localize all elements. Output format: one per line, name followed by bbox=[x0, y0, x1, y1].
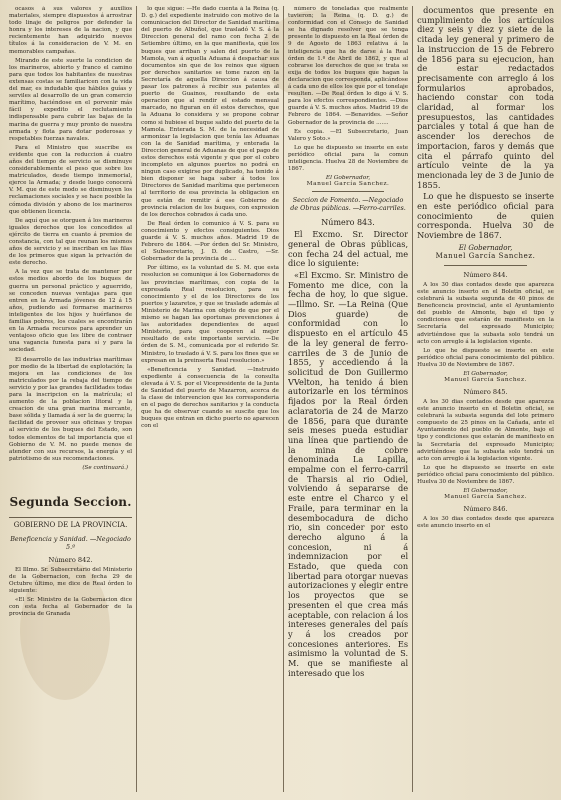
col1-paragraphs-2 bbox=[9, 567, 132, 619]
government-heading: GOBIERNO DE LA PROVINCIA. bbox=[9, 517, 132, 529]
column-3 bbox=[288, 6, 408, 800]
columns bbox=[9, 6, 554, 800]
paragraph: El Illmo. Sr. Subsecretario del Ministerio de la Gobernacion, con fecha 29 de Octubre último, me dice de Real órden lo siguiente: bbox=[9, 566, 133, 595]
notice-number: Número 842. bbox=[48, 555, 93, 564]
paragraph: «Beneficencia y Sanidad. —Instruido expediente á consecuencia de la consulta elevada á V. S. por el Vicepresidente de la Junta de Sanidad del puerto de Mazarron, acerca de la clase de intervencion que les corresponderia en el pago de derechos sanitarios y la conducta que ha de observar cuando se suscite que los buques que entran en dicho puerto no aparecen con el bbox=[141, 366, 279, 430]
signature-title: El Gobernador, bbox=[463, 488, 508, 495]
paragraph: Para el Ministro que suscribe es evidente que con la reduccion á cuatro años del tiempo de servicio se disminuye considerablemente el peso que sobre los matriculados, desde tiempo inmemorial, ejerce la Armada; y desde luego conocerá V. M. que de este modo se disminuyen los reclamaciones sociales y se hace posible la cómoda división y abono de los marineros que obtienen licencia. bbox=[9, 144, 133, 215]
paragraph: A la vez que se trata de mantener por estos medios abordo de los buques de guerra un personal práctico y aguerrido, se conceden nuevas ventajas para que entren en la Armada jóvenes de 12 á 15 años, pudiendo así formarse marineros inteligentes de los hijos y huérfanos de familias pobres, los cuales se encontrarán en la Armada recursos para aprender un ventajoso oficio que les libre de contraer una vagancia funesta para sí y para la sociedad. bbox=[9, 269, 133, 354]
paragraph: De Real órden lo comunico á V. S. para su conocimiento y efectos consiguientes. Dios guarde á V. S. muchos años. Madrid 19 de Febrero de 1864. —Por órden del Sr. Ministro, el Subsecretario, J. D. de Castro, —Sr. Gobernador de la provincia de .... bbox=[141, 220, 279, 263]
paragraph: A los 30 dias contados desde que aparezca este anuncio inserto en el Boletin oficial, se celebrará la subasta segunda del lote primero compuesto de 25 pinos en la Cañada, ante el Ayuntamiento del pueblo de Almonte, bajo el tipo y condiciones que estarán de manifiesto en la Secretaría del expresado Municipio; advirtiéndose que la subasta solo tendrá un acto con arreglo á la legislacion vigente. bbox=[417, 399, 554, 462]
paragraph: A los 30 dias contados desde que aparezca este anuncio inserto en el bbox=[417, 516, 554, 530]
paragraph: «El Excmo. Sr. Ministro de Fomento me dice, con la fecha de hoy, lo que sigue. —Illmo. Sr. —La Reina (Que Dios guarde) de conformidad con lo dispuesto en el artículo 45 de la ley general de ferro-carriles de 3 de Junio de 1855, y accediendo á la solicitud de Don Guillermo VVelton, ha tenido á bien autorizarle en los términos fijados por la Real órden aclaratoria de 24 de Marzo de 1856, para que durante seis meses pueda estudiar una línea que partiendo de la mina de cobre denominada La Lapilla, empalme con el ferro-carril de Tharsis al rio Odiel, volviendo á separarse de este entre el Charco y el Fraile, para terminar en la desembocadura de dicho rio, sin conceder por esto derecho alguno á la concesion, ni á indemnizacion por el Estado, que queda con libertad para otorgar nuevas autorizaciones y elegir entre los proyectos que se presenten el que crea más aceptable, con relacion á los intereses generales del país y á los creados por concesiones anteriores. Es asimismo la voluntad de S. M. que se manifieste al interesado que los bbox=[287, 269, 409, 678]
continuation-note: (Se continuará.) bbox=[82, 464, 129, 471]
paragraph: Por último, es la voluntad de S. M. que esta resolucion se comunique á los Gobernadores de las provincias marítimas, con copia de la expresada Real resolucion, para su conocimiento y el de los Directores de los puertos y lazaretos, y que se traslade además al Ministerio de Marina con objeto de que por el mismo se hagan las oportunas prevenciones á las autoridades dependientes de aquel Ministerio, para que cooperen al mejor resultado de este importante servicio. —De órden de S. M., comunicada por el referido Sr. Ministro, lo traslado á V. S. para los fines que se expresan en la preinserta Real resolucion.» bbox=[141, 265, 279, 364]
column-4 bbox=[417, 6, 554, 800]
section-title: Segunda Seccion. bbox=[9, 494, 132, 509]
paragraph: número de toneladas que realmente tuvieron; la Reina (q. D. g.) de conformidad con el Consejo de Sanidad se ha dignado resolver que se tenga presente lo dispuesto en la Real órden de 9 de Agosto de 1863 relativa á la inteligencia que ha de darse á la Real órden de 1.º de Abril de 1862, y que al cobrarse los derechos de que se trata se exija de todos los buques que hagan la declaracion que corresponda, aplicándose á cada uno de ellos los que por el tonelaje resulten. —De Real órden lo digo á V. S. para los efectos correspondientes. —Dios guarde á V. S. muchos años. Madrid 19 de Febrero de 1864. —Benavides. —Señor Gobernador de la provincia de ....... bbox=[287, 6, 409, 126]
paragraph: documentos que presente en cumplimiento de los artículos diez y seis y diez y siete de la citada ley general y primero de la instruccion de 15 de Febrero de 1856 para su ejecucion, han de estar redactados precisamente con arreglo á los formularios aprobados, haciendo constar con toda claridad, al formar los presupuestos, las cantidades parciales y total á que han de ascender los derechos de importacion, faros y demás que cita el párrafo quinto del artículo veinte de la ya mencionada ley de 3 de Junio de 1855. bbox=[417, 6, 554, 190]
paragraph: lo que sigue: —He dado cuenta á la Reina (q. D. g.) del expediente instruido con motivo de la comunicacion del Director de Sanidad marítima del puerto de Albuñol, que trasladó V. S. á la Direccion general del ramo con fecha 2 de Setiembre último, en la que manifiesta, que los buques que arriban y salen del puerto de la Mamola, van á aquella Aduana á despachar sus documentos sin que de los reinos que siguen por derechos sanitarios se tome razon en la Secretaría de aquella Direccion á causa de pasar los patrones á recibir sus patentes al puerto de Guainos, resultando de esta operacion que al rendir el estado mensual marcado, no figuran en él estos derechos, que la Aduana lo considera y se propone cobrar como si hubiese el buque salido del puerto de la Mamola. Enterada S. M. de la necesidad de armonizar la legislacion que tenía las Aduanas con la de Sanidad marítima, y enterada la Direccion general de Aduanas de que el pago de estos derechos está vigente y que por el cobro incompleto en algunos puertos no podrá en ningun caso exigirse por duplicado, ha tenido á bien disponer se haga saber á todos los Directores de Sanidad marítima que pertenecen al territorio de esa provincia la obligacion en que están de remitir á ese Gobierno de provincia relacion de los buques, con expresion de los derechos cobrados á cada uno. bbox=[141, 6, 279, 218]
notice-number: Número 844. bbox=[463, 270, 508, 279]
column-rule bbox=[283, 6, 284, 792]
divider bbox=[444, 265, 526, 266]
signature-title: El Gobernador, bbox=[463, 371, 508, 377]
col4-paragraphs bbox=[417, 6, 554, 241]
paragraph: Lo que he dispuesto se inserte en este periódico oficial para conocimiento del público. Huelva 30 de Noviembre de 1867. bbox=[417, 464, 554, 486]
paragraph: Lo que he dispuesto se inserte en este periódico oficial para la comun inteligencia. Huelva 28 de Noviembre de 1867. bbox=[287, 144, 409, 173]
paragraph: Lo que he dispuesto se inserte en este periódico oficial para conocimiento de quien corresponda. Huelva 30 de Noviembre de 1867. bbox=[417, 191, 554, 241]
notice-number: Número 845. bbox=[463, 388, 508, 396]
signature-title: El Gobernador, bbox=[325, 175, 371, 182]
paragraph: Lo que he dispuesto se inserte en este periódico oficial para conocimiento del público. Huelva 30 de Noviembre de 1867. bbox=[417, 347, 554, 368]
paragraph: De aquí que se otorguen á los marineros iguales derechos que los concedidos al ejército de tierra en cuanto á premios de constancia, con tal que reunan los mismos años de servicio y se inscriban en las filas de los primeros que sigan la privación de este derecho. bbox=[9, 217, 133, 267]
signature-title: El Gobernador, bbox=[458, 243, 513, 252]
paragraph: A los 30 dias contados desde que aparezca este anuncio inserto en el Boletin oficial, se celebrará la subasta segunda de 40 pinos de Beneficencia provincial, ante el Ayuntamiento del pueblo de Almonte, bajo el tipo y condiciones que estarán de manifiesto en la Secretaría del expresado Municipio; advirtiéndose que la subasta solo tendrá un acto con arreglo á la legislacion vigente. bbox=[417, 281, 554, 345]
column-2 bbox=[141, 6, 279, 800]
column-rule bbox=[412, 6, 413, 792]
signature-name: Manuel García Sanchez. bbox=[435, 251, 536, 260]
column-rule bbox=[136, 6, 137, 792]
department-heading: Seccion de Fomento. —Negociado de Obras públicas. —Ferro-carriles. bbox=[290, 196, 406, 213]
department-heading: Beneficencia y Sanidad. —Negociado 5.º bbox=[10, 534, 131, 551]
col2-paragraphs bbox=[141, 6, 279, 431]
notice-items bbox=[417, 271, 554, 530]
notice-number: Número 846. bbox=[463, 505, 508, 514]
col3-paragraphs bbox=[288, 6, 408, 173]
paragraph: Es copia. —El Subsecretario, Juan Valero y Soto.» bbox=[287, 128, 409, 142]
paragraph: ocasos á sus valores y auxilios materiales, siempre dispuestos á arrostrar todo linaje de peligros por defender la honra y los intereses de la nacion, y que recientemente han adquirido nuevos títulos á la consideracion de V. M. en memorables campañas. bbox=[9, 6, 133, 55]
signature-name: Manuel García Sanchez. bbox=[444, 494, 527, 501]
paragraph: El desarrollo de las industrias marítimas por medio de la libertad de explotación; la mejora en las condiciones de los matriculados por la rebaja del tiempo de servicio y por las grandes facilidades todas para la inscripcion en la matrícula; el aumento de la poblacion litoral y la creacion de una gran marina mercante, base sólida y llamada á ser la de guerra; la facilidad de proveer sus oficinas y tropas al servicio de los buques del Estado, son todos elementos de tal importancia que el Gobierno de V. M. no puede menos de atender con sus recursos, la energía y el patriotismo de sus recomendaciones. bbox=[9, 356, 133, 462]
notice-number: Número 843. bbox=[321, 218, 375, 228]
signature-name: Manuel García Sanchez. bbox=[444, 377, 527, 383]
col3-paragraphs-2 bbox=[288, 230, 408, 678]
paragraph: «El Sr. Ministro de la Gobernacion dice con esta fecha al Gobernador de la provincia de Granada bbox=[9, 597, 133, 618]
divider bbox=[312, 191, 384, 192]
paragraph: Mirando de este suerte la condicion de los marineros, abierto y franco el camino para que todos los habitantes de nuestras extensas costas se familiaricen con la vida del mar, es indudable que hábiles guías y serviles al desarrollo de un gran comercio marítimo, haciéndose en el porvenir más fácil y expedito el reclutamiento indispensable para cubrir las bajas de la marina de guerra y muy pronto de nuestra armada y flota para dotar poderosas y respetables fuerzas navales. bbox=[9, 57, 133, 142]
paragraph: El Excmo. Sr. Director general de Obras públicas, con fecha 24 del actual, me dice lo siguiente: bbox=[287, 229, 409, 269]
signature-name: Manuel García Sanchez. bbox=[306, 181, 390, 188]
column-1 bbox=[9, 6, 132, 800]
col1-paragraphs bbox=[9, 6, 132, 463]
